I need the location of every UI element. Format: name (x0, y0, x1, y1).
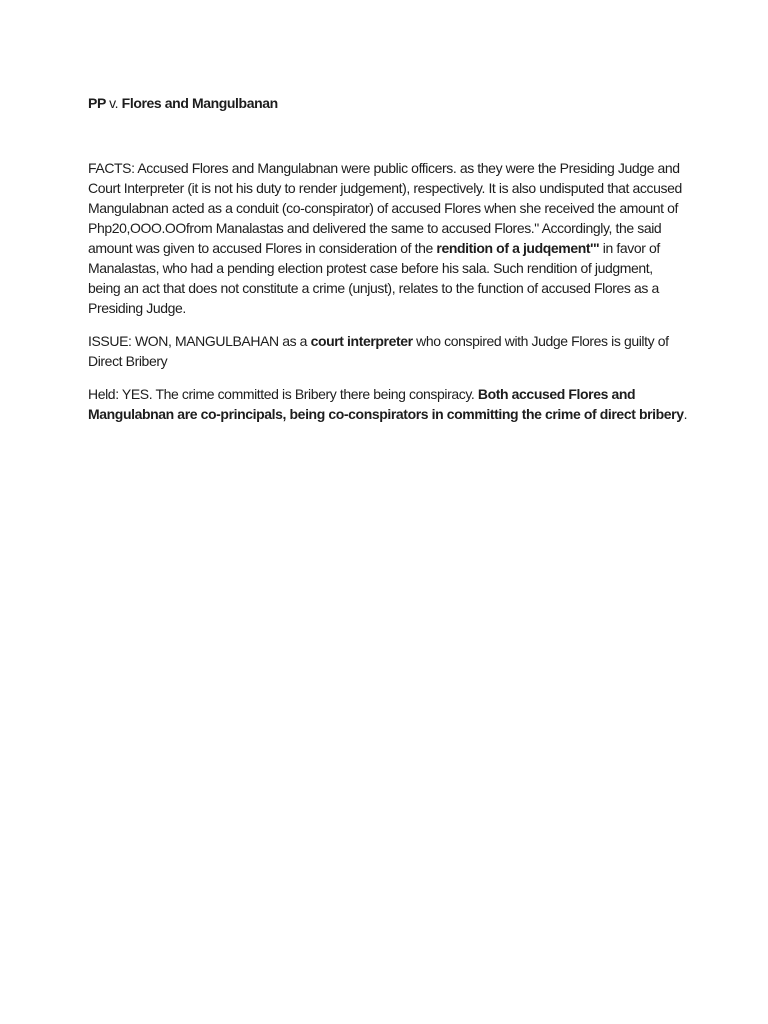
text-run: in favor of Manalastas, who had a pending election protest case before his sala. Such rendition of judgment, being an act that does not constitute a crime (unjust), relates to the function of accused Flores as a Presiding Judge. (88, 240, 660, 316)
text-run: PP (88, 95, 110, 111)
text-run: FACTS: Accused Flores and Mangulabnan were public officers. as they were the Presiding Judge and Court Interpreter (it is not his duty to render judgement), respectively. It is also undisputed that accused Mangulabnan acted as a conduit (co-conspirator) of accused Flores when she received the amount of Php20,OOO.OOfrom Manalastas and delivered the same to accused Flores." Accordingly, the said amount was given to accused Flores in consideration of the (88, 160, 682, 256)
text-run: Both accused Flores and Mangulabnan are co-principals, being co-conspirators in committing the crime of direct bribery (88, 386, 684, 422)
held-paragraph (88, 384, 688, 424)
text-run: Held: YES. The crime committed is Bribery there being conspiracy. (88, 386, 478, 402)
text-run: rendition of a judqement'" (436, 240, 600, 256)
text-run: ISSUE: WON, MANGULBAHAN as a (88, 333, 311, 349)
text-run: . (683, 406, 688, 422)
text-run: Flores and Mangulbanan (121, 95, 278, 111)
text-run: v. (109, 95, 122, 111)
document-body (88, 93, 688, 424)
issue-paragraph (88, 331, 688, 371)
text-run: who conspired with Judge Flores is guilty of Direct Bribery (88, 333, 669, 369)
facts-paragraph (88, 158, 688, 318)
text-run: court interpreter (310, 333, 413, 349)
case-title (88, 93, 688, 113)
